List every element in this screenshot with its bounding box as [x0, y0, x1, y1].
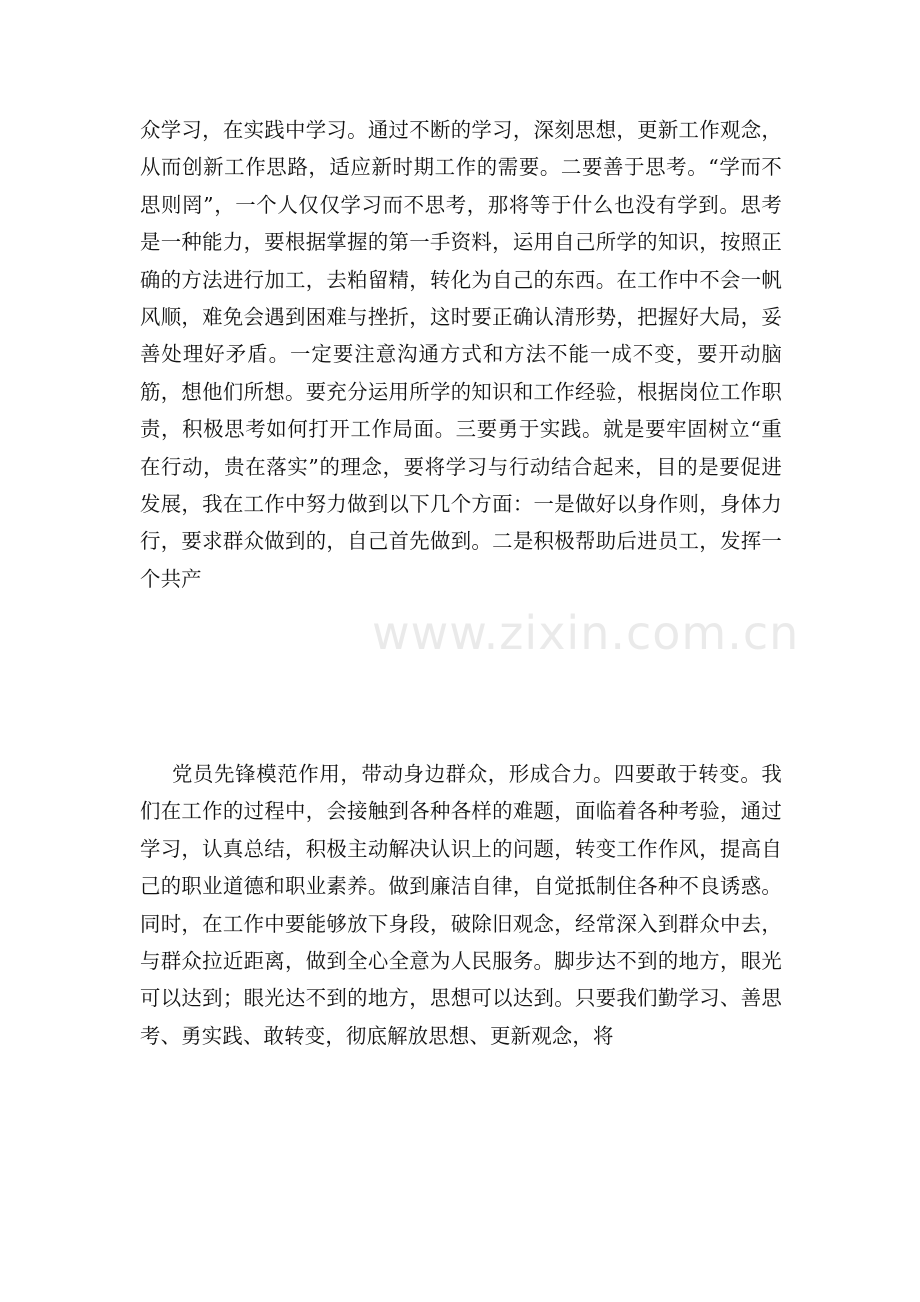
body-paragraph: 党员先锋模范作用，带动身边群众，形成合力。四要敢于转变。我们在工作的过程中，会接触到各种各样的难题，面临着各种考验，通过学习，认真总结，积极主动解决认识上的问题，转变工作作风，提高自己的职业道德和职业素养。做到廉洁自律，自觉抵制住各种不良诱惑。同时，在工作中要能够放下身段，破除旧观念，经常深入到群众中去，与群众拉近距离，做到全心全意为人民服务。脚步达不到的地方，眼光可以达到；眼光达不到的地方，思想可以达到。只要我们勤学习、善思考、勇实践、敢转变，彻底解放思想、更新观念，将 — [140, 762, 782, 1048]
watermark: www.zixin.com.cn — [372, 606, 800, 660]
body-paragraph: 众学习，在实践中学习。通过不断的学习，深刻思想，更新工作观念，从而创新工作思路，适应新时期工作的需要。二要善于思考。“学而不思则罔”，一个人仅仅学习而不思考，那将等于什么也没有学到。思考是一种能力，要根据掌握的第一手资料，运用自己所学的知识，按照正确的方法进行加工，去粕留精，转化为自己的东西。在工作中不会一帆风顺，难免会遇到困难与挫折，这时要正确认清形势，把握好大局，妥善处理好矛盾。一定要注意沟通方式和方法不能一成不变，要开动脑筋，想他们所想。要充分运用所学的知识和工作经验，根据岗位工作职责，积极思考如何打开工作局面。三要勇于实践。就是要牢固树立“重在行动，贵在落实”的理念，要将学习与行动结合起来，目的是要促进发展，我在工作中努力做到以下几个方面：一是做好以身作则，身体力行，要求群众做到的，自己首先做到。二是积极帮助后进员工，发挥一个共产 — [140, 118, 782, 591]
